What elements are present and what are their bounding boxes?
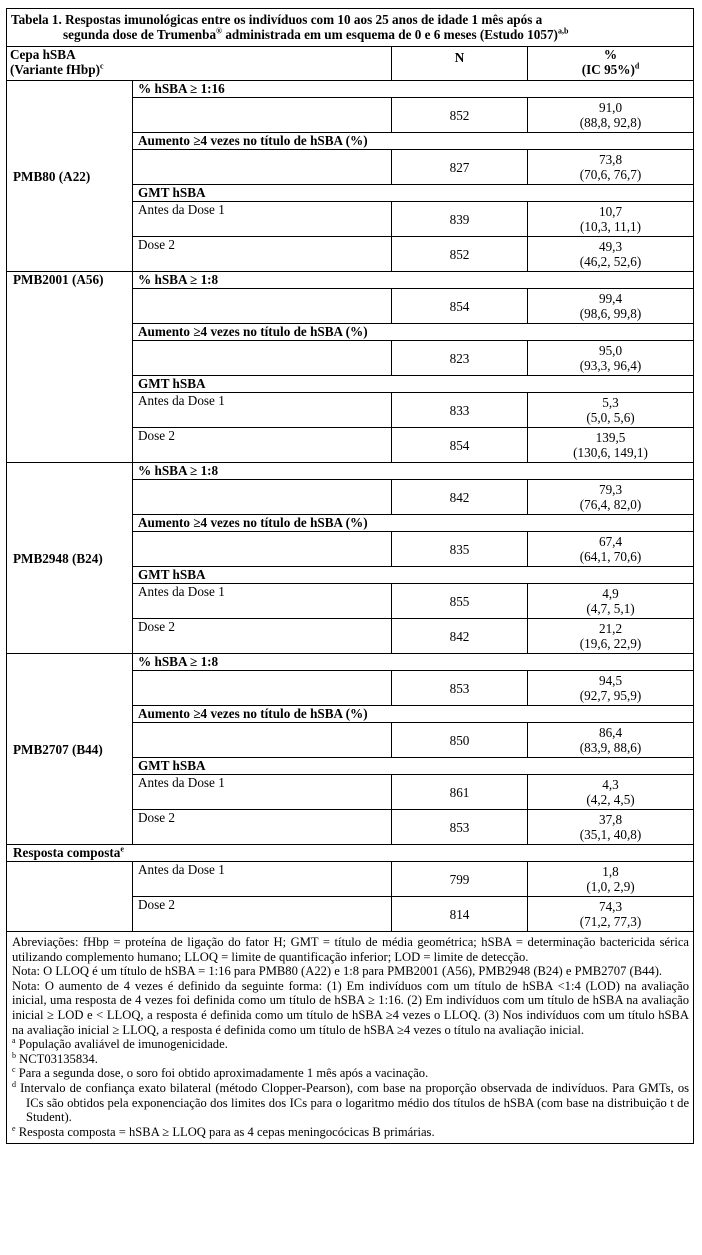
strain-3-gmt-dose2-percent-cell — [528, 619, 694, 654]
strain-2-fold-rise-label — [133, 341, 392, 376]
composite-dose2-percent-cell — [528, 897, 694, 932]
strain-4-gmt-before-dose1-value: 4,3 — [602, 777, 619, 792]
strain-1-hsba-threshold-label-row — [7, 81, 694, 98]
strain-3-fold-rise-percent-cell — [528, 532, 694, 567]
strain-3-hsba-threshold-ci: (76,4, 82,0) — [579, 497, 642, 512]
strain-4-gmt-before-dose1-label: Antes da Dose 1 — [133, 775, 392, 810]
strain-4-hsba-threshold-value: 94,5 — [598, 673, 623, 688]
strain-4-gmt-before-dose1-ci: (4,2, 4,5) — [586, 792, 635, 807]
strain-1-gmt-dose2-ci: (46,2, 52,6) — [579, 254, 642, 269]
strain-3-hsba-threshold-percent-cell — [528, 480, 694, 515]
strain-4-gmt-label: GMT hSBA — [133, 758, 694, 775]
strain-3-fold-rise-value: 67,4 — [598, 534, 623, 549]
strain-2-hsba-threshold-label: % hSBA ≥ 1:8 — [133, 272, 694, 289]
strain-2-fold-rise-n: 823 — [392, 341, 528, 376]
header-n: N — [392, 47, 528, 81]
footnote-b: $^b$ NCT03135834. — [12, 1050, 98, 1066]
strain-1-hsba-threshold-n: 852 — [392, 98, 528, 133]
composite-label-sup: e — [120, 844, 124, 854]
composite-before-dose1-row — [7, 862, 694, 897]
strain-2-fold-rise-value: 95,0 — [598, 343, 623, 358]
strain-1-gmt-before-dose1-value: 10,7 — [598, 204, 623, 219]
strain-1-fold-rise-ci: (70,6, 76,7) — [579, 167, 642, 182]
table-header-row — [7, 47, 694, 81]
immune-response-table-document — [6, 8, 693, 1144]
strain-1-fold-rise-label: Aumento ≥4 vezes no título de hSBA (%) — [133, 133, 694, 150]
composite-dose2-n: 814 — [392, 897, 528, 932]
strain-4-gmt-before-dose1-n: 861 — [392, 775, 528, 810]
strain-3-hsba-threshold-value: 79,3 — [598, 482, 623, 497]
strain-3-gmt-before-dose1-percent-cell — [528, 584, 694, 619]
immune-response-table — [6, 8, 694, 1144]
strain-4-fold-rise-ci: (83,9, 88,6) — [579, 740, 642, 755]
strain-3-gmt-before-dose1-ci: (4,7, 5,1) — [586, 601, 635, 616]
strain-3-fold-rise-label — [133, 532, 392, 567]
table-title-line2: segunda dose de Trumenba® administrada em um esquema de 0 e 6 meses (Estudo 1057)$^{a,b}$ — [63, 26, 569, 42]
strain-2-gmt-dose2-percent-cell — [528, 428, 694, 463]
strain-4-hsba-threshold-percent-cell — [528, 671, 694, 706]
strain-2-fold-rise-label: Aumento ≥4 vezes no título de hSBA (%) — [133, 324, 694, 341]
composite-blank-cell — [7, 862, 133, 932]
strain-4-hsba-threshold-ci: (92,7, 95,9) — [579, 688, 642, 703]
strain-1-name: PMB80 (A22) — [7, 81, 133, 272]
header-pct: % (IC 95%)$^d$ — [528, 47, 694, 81]
strain-2-gmt-before-dose1-label: Antes da Dose 1 — [133, 393, 392, 428]
strain-4-hsba-threshold-label: % hSBA ≥ 1:8 — [133, 654, 694, 671]
composite-before-dose1-percent-cell — [528, 862, 694, 897]
strain-4-fold-rise-n: 850 — [392, 723, 528, 758]
strain-2-gmt-dose2-ci: (130,6, 149,1) — [573, 445, 648, 460]
composite-before-dose1-label: Antes da Dose 1 — [133, 862, 392, 897]
strain-2-gmt-before-dose1-value: 5,3 — [602, 395, 619, 410]
strain-1-gmt-before-dose1-percent-cell — [528, 202, 694, 237]
strain-4-fold-rise-label: Aumento ≥4 vezes no título de hSBA (%) — [133, 706, 694, 723]
strain-3-hsba-threshold-label: % hSBA ≥ 1:8 — [133, 463, 694, 480]
strain-1-gmt-label: GMT hSBA — [133, 185, 694, 202]
strain-3-fold-rise-n: 835 — [392, 532, 528, 567]
strain-3-fold-rise-ci: (64,1, 70,6) — [579, 549, 642, 564]
strain-2-hsba-threshold-label-row — [7, 272, 694, 289]
footnote-c: $^c$ Para a segunda dose, o soro foi obtido aproximadamente 1 mês após a vacinação. — [12, 1065, 429, 1081]
strain-1-hsba-threshold-label: % hSBA ≥ 1:16 — [133, 81, 694, 98]
strain-1-hsba-threshold-label — [133, 98, 392, 133]
strain-4-gmt-dose2-value: 37,8 — [598, 812, 623, 827]
footnote-note-fold: Nota: O aumento de 4 vezes é definido da seguinte forma: (1) Em indivíduos com um título de hSBA <1:4 (LOD) na avaliação inicial, uma resposta de 4 vezes foi definida como um título de hSBA ≥ 1:16. (2) Em indivíduos com um título de hSBA na avaliação inicial ≥ LOD e < LLOQ, a resposta é definida como um título de hSBA ≥4 vezes o LLOQ. (3) Nos indivíduos com um título hSBA na avaliação inicial ≥ LLOQ, a resposta é definida como um título de hSBA ≥4 vezes o título na avaliação inicial. — [12, 978, 690, 1037]
strain-2-gmt-dose2-n: 854 — [392, 428, 528, 463]
strain-1-hsba-threshold-ci: (88,8, 92,8) — [579, 115, 642, 130]
strain-3-hsba-threshold-n: 842 — [392, 480, 528, 515]
strain-3-gmt-before-dose1-n: 855 — [392, 584, 528, 619]
strain-1-gmt-dose2-percent-cell — [528, 237, 694, 272]
strain-1-hsba-threshold-percent-cell — [528, 98, 694, 133]
strain-3-gmt-dose2-ci: (19,6, 22,9) — [579, 636, 642, 651]
strain-2-gmt-label: GMT hSBA — [133, 376, 694, 393]
strain-2-name: PMB2001 (A56) — [7, 272, 133, 463]
composite-header-row — [7, 845, 694, 862]
footnote-note-lloq: Nota: O LLOQ é um título de hSBA = 1:16 para PMB80 (A22) e 1:8 para PMB2001 (A56), PMB2948 (B24) e PMB2707 (B44). — [12, 964, 663, 979]
strain-2-gmt-before-dose1-ci: (5,0, 5,6) — [586, 410, 635, 425]
strain-1-gmt-before-dose1-label: Antes da Dose 1 — [133, 202, 392, 237]
strain-2-hsba-threshold-label — [133, 289, 392, 324]
strain-3-gmt-dose2-value: 21,2 — [598, 621, 623, 636]
strain-3-gmt-label: GMT hSBA — [133, 567, 694, 584]
strain-4-gmt-dose2-percent-cell — [528, 810, 694, 845]
strain-2-gmt-dose2-label: Dose 2 — [133, 428, 392, 463]
footnote-abbreviations: Abreviações: fHbp = proteína de ligação do fator H; GMT = título de média geométrica; hSBA = determinação bactericida sérica utilizando complemento humano; LLOQ = limite de quantificação inferior; LOD = limite de detecção. — [12, 935, 690, 964]
strain-1-fold-rise-percent-cell — [528, 150, 694, 185]
strain-2-fold-rise-ci: (93,3, 96,4) — [579, 358, 642, 373]
composite-label — [7, 845, 694, 862]
footnote-e: $^e$ Resposta composta = hSBA ≥ LLOQ para as 4 cepas meningocócicas B primárias. — [12, 1123, 435, 1139]
strain-3-gmt-before-dose1-label: Antes da Dose 1 — [133, 584, 392, 619]
strain-2-hsba-threshold-n: 854 — [392, 289, 528, 324]
strain-3-hsba-threshold-label — [133, 480, 392, 515]
strain-4-hsba-threshold-n: 853 — [392, 671, 528, 706]
table-title-line1: Tabela 1. Respostas imunológicas entre os indivíduos com 10 aos 25 anos de idade 1 mês após a — [11, 12, 543, 27]
strain-1-hsba-threshold-value: 91,0 — [598, 100, 623, 115]
strain-2-hsba-threshold-ci: (98,6, 99,8) — [579, 306, 642, 321]
strain-3-gmt-before-dose1-value: 4,9 — [602, 586, 619, 601]
composite-dose2-value: 74,3 — [598, 899, 623, 914]
strain-4-gmt-dose2-label: Dose 2 — [133, 810, 392, 845]
composite-before-dose1-n: 799 — [392, 862, 528, 897]
strain-1-fold-rise-value: 73,8 — [598, 152, 623, 167]
strain-2-hsba-threshold-value: 99,4 — [598, 291, 623, 306]
strain-1-gmt-dose2-label: Dose 2 — [133, 237, 392, 272]
strain-2-hsba-threshold-percent-cell — [528, 289, 694, 324]
composite-dose2-label: Dose 2 — [133, 897, 392, 932]
strain-1-gmt-before-dose1-n: 839 — [392, 202, 528, 237]
footnote-d: $^d$ Intervalo de confiança exato bilateral (método Clopper-Pearson), com base na proporção observada de indivíduos. Para GMTs, os ICs são obtidos pela exponenciação dos limites dos ICs para o logaritmo médio dos títulos de hSBA (com base na distribuição t de Student). — [12, 1079, 690, 1125]
strain-3-hsba-threshold-label-row — [7, 463, 694, 480]
composite-before-dose1-value: 1,8 — [602, 864, 619, 879]
footnote-a: $^a$ População avaliável de imunogenicidade. — [12, 1035, 228, 1052]
strain-2-gmt-before-dose1-percent-cell — [528, 393, 694, 428]
strain-1-gmt-dose2-value: 49,3 — [598, 239, 623, 254]
strain-4-hsba-threshold-label-row — [7, 654, 694, 671]
strain-1-gmt-before-dose1-ci: (10,3, 11,1) — [579, 219, 642, 234]
strain-1-fold-rise-n: 827 — [392, 150, 528, 185]
strain-3-fold-rise-label: Aumento ≥4 vezes no título de hSBA (%) — [133, 515, 694, 532]
strain-4-name: PMB2707 (B44) — [7, 654, 133, 845]
header-strain: Cepa hSBA (Variante fHbp)$^c$ — [7, 47, 392, 81]
strain-2-gmt-dose2-value: 139,5 — [595, 430, 626, 445]
strain-3-name: PMB2948 (B24) — [7, 463, 133, 654]
strain-1-fold-rise-label — [133, 150, 392, 185]
strain-2-gmt-before-dose1-n: 833 — [392, 393, 528, 428]
strain-2-fold-rise-percent-cell — [528, 341, 694, 376]
composite-label-text: Resposta composta — [13, 845, 121, 860]
table-title — [7, 9, 694, 47]
strain-3-gmt-dose2-label: Dose 2 — [133, 619, 392, 654]
table-footnotes — [7, 932, 694, 1144]
composite-before-dose1-ci: (1,0, 2,9) — [586, 879, 635, 894]
strain-4-gmt-dose2-ci: (35,1, 40,8) — [579, 827, 642, 842]
strain-1-gmt-dose2-n: 852 — [392, 237, 528, 272]
composite-dose2-ci: (71,2, 77,3) — [579, 914, 642, 929]
strain-3-gmt-dose2-n: 842 — [392, 619, 528, 654]
strain-4-fold-rise-value: 86,4 — [598, 725, 623, 740]
strain-4-gmt-before-dose1-percent-cell — [528, 775, 694, 810]
strain-4-hsba-threshold-label — [133, 671, 392, 706]
strain-4-gmt-dose2-n: 853 — [392, 810, 528, 845]
strain-4-fold-rise-label — [133, 723, 392, 758]
strain-4-fold-rise-percent-cell — [528, 723, 694, 758]
